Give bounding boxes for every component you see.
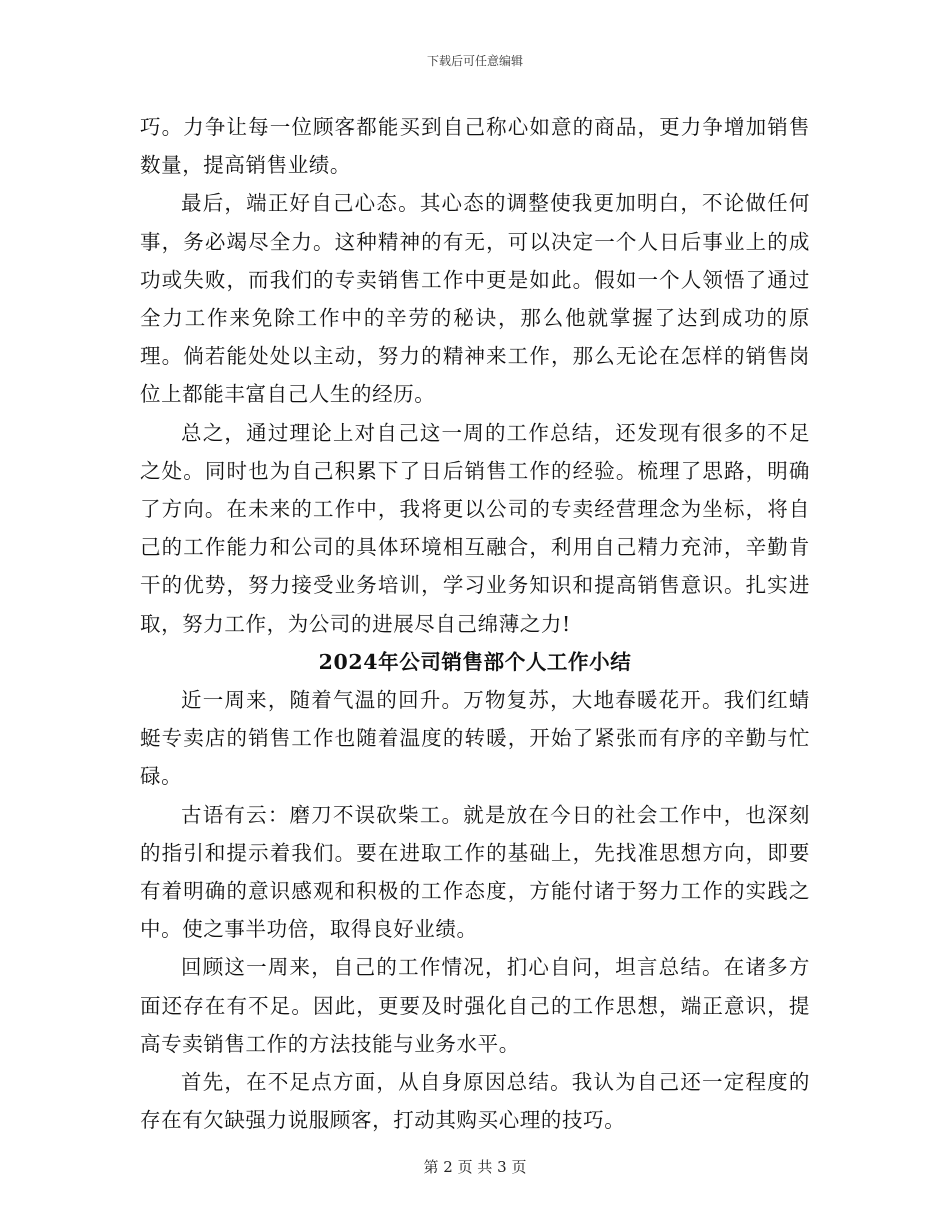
paragraph: 首先，在不足点方面，从自身原因总结。我认为自己还一定程度的存在有欠缺强力说服顾客，打动其购买心理的技巧。 xyxy=(140,1070,810,1133)
paragraph: 最后，端正好自己心态。其心态的调整使我更加明白，不论做任何事，务必竭尽全力。这种精神的有无，可以决定一个人日后事业上的成功或失败，而我们的专卖销售工作中更是如此。假如一个人领悟了通过全力工作来免除工作中的辛劳的秘诀，那么他就掌握了达到成功的原理。倘若能处处以主动，努力的精神来工作，那么无论在怎样的销售岗位上都能丰富自己人生的经历。 xyxy=(140,191,810,407)
paragraph: 近一周来，随着气温的回升。万物复苏，大地春暖花开。我们红蜻蜓专卖店的销售工作也随着温度的转暖，开始了紧张而有序的辛勤与忙碌。 xyxy=(140,688,810,789)
page-header: 下载后可任意编辑 xyxy=(426,54,523,68)
section-title: 2024年公司销售部个人工作小结 xyxy=(318,649,632,674)
paragraph: 古语有云：磨刀不误砍柴工。就是放在今日的社会工作中，也深刻的指引和提示着我们。要在进取工作的基础上，先找准思想方向，即要有着明确的意识感观和积极的工作态度，方能付诸于努力工作的实践之中。使之事半功倍，取得良好业绩。 xyxy=(140,802,810,942)
paragraph: 回顾这一周来，自己的工作情况，扪心自问，坦言总结。在诸多方面还存在有不足。因此，更要及时强化自己的工作思想，端正意识，提高专卖销售工作的方法技能与业务水平。 xyxy=(140,955,810,1056)
page-footer: 第 2 页 共 3 页 xyxy=(423,1158,527,1176)
paragraph: 巧。力争让每一位顾客都能买到自己称心如意的商品，更力争增加销售数量，提高销售业绩。 xyxy=(140,115,810,178)
paragraph: 总之，通过理论上对自己这一周的工作总结，还发现有很多的不足之处。同时也为自己积累下了日后销售工作的经验。梳理了思路，明确了方向。在未来的工作中，我将更以公司的专卖经营理念为坐标，将自己的工作能力和公司的具体环境相互融合，利用自己精力充沛，辛勤肯干的优势，努力接受业务培训，学习业务知识和提高销售意识。扎实进取，努力工作，为公司的进展尽自己绵薄之力! xyxy=(140,420,810,636)
document-body xyxy=(140,108,810,1139)
